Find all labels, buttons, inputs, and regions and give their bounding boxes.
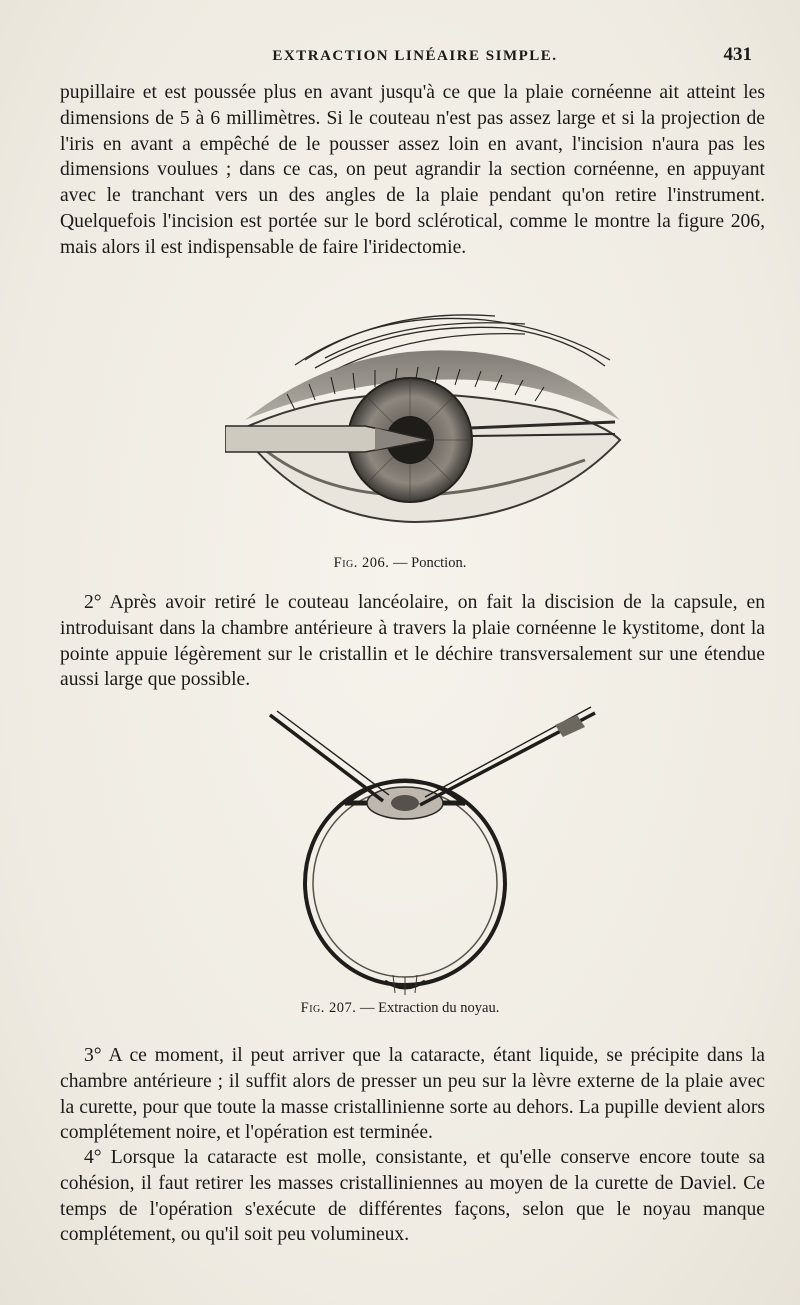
figure-206-separator: —: [393, 555, 408, 571]
paragraph-3-text: 3° A ce moment, il peut arriver que la cataracte, étant liquide, se précipite dans la chambre antérieure ; il suffit alors de presser un peu sur la lèvre externe de la plaie avec la curette, pour que toute la masse cristallinienne sorte au dehors. La pupille devient alors complétement noire, et l'opération est terminée.: [60, 1045, 765, 1144]
figure-207-number: Fig. 207.: [300, 1000, 357, 1016]
running-header: [60, 44, 770, 74]
figure-207-separator: —: [360, 1000, 375, 1016]
paragraph-2-text: 2° Après avoir retiré le couteau lancéolaire, on fait la discision de la capsule, en introduisant dans la chambre antérieure à travers la plaie cornéenne le kystitome, dont la pointe appuie légèrement sur le cristallin et le déchire transversalement sur une étendue aussi large que possible.: [60, 592, 765, 691]
figure-206-caption: [0, 555, 800, 572]
page-number: 431: [723, 44, 752, 65]
paragraph-3: [60, 1043, 765, 1146]
figure-207-illustration: [255, 705, 605, 995]
paragraph-1: [60, 80, 765, 261]
running-title: EXTRACTION LINÉAIRE SIMPLE.: [272, 48, 558, 64]
figure-207-caption-text: Extraction du noyau.: [378, 1000, 500, 1016]
paragraph-2: [60, 590, 765, 693]
figure-206-illustration: [225, 300, 625, 555]
paragraph-1-text: pupillaire et est poussée plus en avant jusqu'à ce que la plaie cornéenne ait atteint les dimensions de 5 à 6 millimètres. Si le couteau n'est pas assez large et si la projection de l'iris en avant a empêché de le pousser assez loin en avant, l'incision n'aura pas les dimensions voulues ; dans ce cas, on peut agrandir la section cornéenne, en appuyant avec le tranchant vers un des angles de la plaie pendant qu'on retire l'instrument. Quelquefois l'incision est portée sur le bord sclérotical, comme le montre la figure 206, mais alors il est indispensable de faire l'iridectomie.: [60, 82, 765, 258]
figure-207-caption: [0, 1000, 800, 1017]
figure-206-number: Fig. 206.: [333, 555, 390, 571]
paragraph-4: [60, 1145, 765, 1248]
figure-206-caption-text: Ponction.: [411, 555, 467, 571]
paragraph-4-text: 4° Lorsque la cataracte est molle, consistante, et qu'elle conserve encore toute sa cohésion, il faut retirer les masses cristalliniennes au moyen de la curette de Daviel. Ce temps de l'opération s'exécute de différentes façons, selon que le noyau manque complétement, ou qu'il soit peu volumineux.: [60, 1147, 765, 1246]
